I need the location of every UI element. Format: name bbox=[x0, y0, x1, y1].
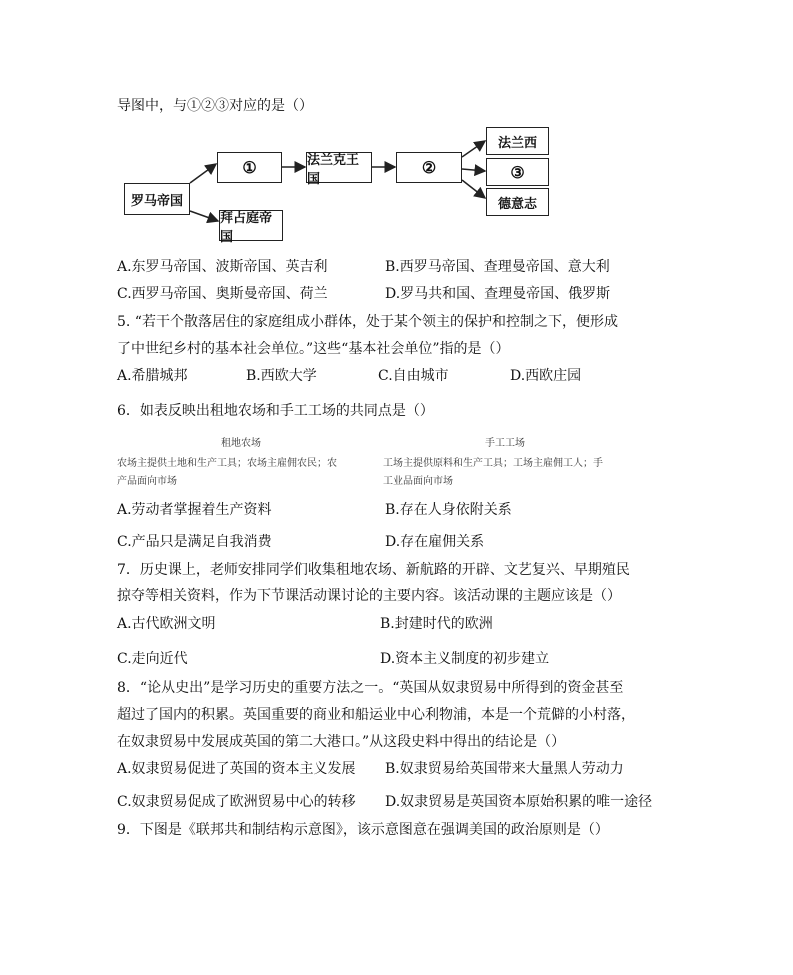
q5-option-c: C.自由城市 bbox=[378, 368, 449, 384]
q6-table-header-workshop: 手工工场 bbox=[485, 438, 525, 449]
diagram-box-germany: 德意志 bbox=[486, 188, 549, 216]
q5-option-d: D.西欧庄园 bbox=[510, 368, 582, 384]
q7-option-a: A.古代欧洲文明 bbox=[117, 616, 216, 632]
q5-line-2: 了中世纪乡村的基本社会单位。”这些“基本社会单位”指的是（） bbox=[117, 341, 510, 357]
diagram-box-3: ③ bbox=[486, 158, 549, 186]
diagram-box-1: ① bbox=[217, 152, 282, 183]
q8-option-a: A.奴隶贸易促进了英国的资本主义发展 bbox=[117, 761, 356, 777]
diagram-box-france: 法兰西 bbox=[486, 127, 549, 155]
q6-table-header-farm: 租地农场 bbox=[221, 438, 261, 449]
q6-option-b: B.存在人身依附关系 bbox=[385, 502, 512, 518]
q6-option-a: A.劳动者掌握着生产资料 bbox=[117, 502, 272, 518]
q7-line-2: 掠夺等相关资料，作为下节课活动课讨论的主要内容。该活动课的主题应该是（） bbox=[117, 588, 621, 604]
diagram-box-2: ② bbox=[396, 152, 462, 183]
q5-option-a: A.希腊城邦 bbox=[117, 368, 188, 384]
q7-option-b: B.封建时代的欧洲 bbox=[380, 616, 493, 632]
q6-stem: 6．如表反映出租地农场和手工工场的共同点是（） bbox=[117, 403, 434, 419]
q8-line-1: 8．“论从史出”是学习历史的重要方法之一。“英国从奴隶贸易中所得到的资金甚至 bbox=[117, 680, 624, 696]
q5-option-b: B.西欧大学 bbox=[246, 368, 317, 384]
q8-option-d: D.奴隶贸易是英国资本原始积累的唯一途径 bbox=[385, 794, 653, 810]
q6-table-workshop-line-1: 工场主提供原料和生产工具；工场主雇佣工人；手 bbox=[383, 458, 603, 469]
q8-option-c: C.奴隶贸易促成了欧洲贸易中心的转移 bbox=[117, 794, 356, 810]
q4-stem: 导图中，与①②③对应的是（） bbox=[117, 98, 313, 114]
q7-option-c: C.走向近代 bbox=[117, 651, 188, 667]
q7-line-1: 7．历史课上，老师安排同学们收集租地农场、新航路的开辟、文艺复兴、早期殖民 bbox=[117, 562, 630, 578]
q4-option-c: C.西罗马帝国、奥斯曼帝国、荷兰 bbox=[117, 286, 328, 302]
q6-table-farm-line-2: 产品面向市场 bbox=[117, 476, 177, 487]
q5-line-1: 5. “若干个散落居住的家庭组成小群体，处于某个领主的保护和控制之下，便形成 bbox=[117, 314, 618, 330]
q6-option-c: C.产品只是满足自我消费 bbox=[117, 534, 272, 550]
q8-line-3: 在奴隶贸易中发展成英国的第二大港口。”从这段史料中得出的结论是（） bbox=[117, 734, 566, 750]
q7-option-d: D.资本主义制度的初步建立 bbox=[380, 651, 550, 667]
diagram-box-frankish: 法兰克王国 bbox=[306, 152, 372, 183]
q6-option-d: D.存在雇佣关系 bbox=[385, 534, 485, 550]
q4-option-b: B.西罗马帝国、查理曼帝国、意大利 bbox=[385, 259, 610, 275]
q4-option-d: D.罗马共和国、查理曼帝国、俄罗斯 bbox=[385, 286, 611, 302]
q8-line-2: 超过了国内的积累。英国重要的商业和船运业中心利物浦，本是一个荒僻的小村落， bbox=[117, 707, 635, 723]
q4-option-a: A.东罗马帝国、波斯帝国、英吉利 bbox=[117, 259, 328, 275]
q9-stem: 9．下图是《联邦共和制结构示意图》，该示意图意在强调美国的政治原则是（） bbox=[117, 822, 609, 838]
q4-flow-diagram bbox=[118, 123, 550, 245]
diagram-box-rome: 罗马帝国 bbox=[124, 183, 190, 215]
diagram-box-byzantine: 拜占庭帝国 bbox=[219, 210, 283, 241]
q6-table-workshop-line-2: 工业品面向市场 bbox=[383, 476, 453, 487]
q6-table-farm-line-1: 农场主提供土地和生产工具；农场主雇佣农民；农 bbox=[117, 458, 337, 469]
q8-option-b: B.奴隶贸易给英国带来大量黑人劳动力 bbox=[385, 761, 624, 777]
